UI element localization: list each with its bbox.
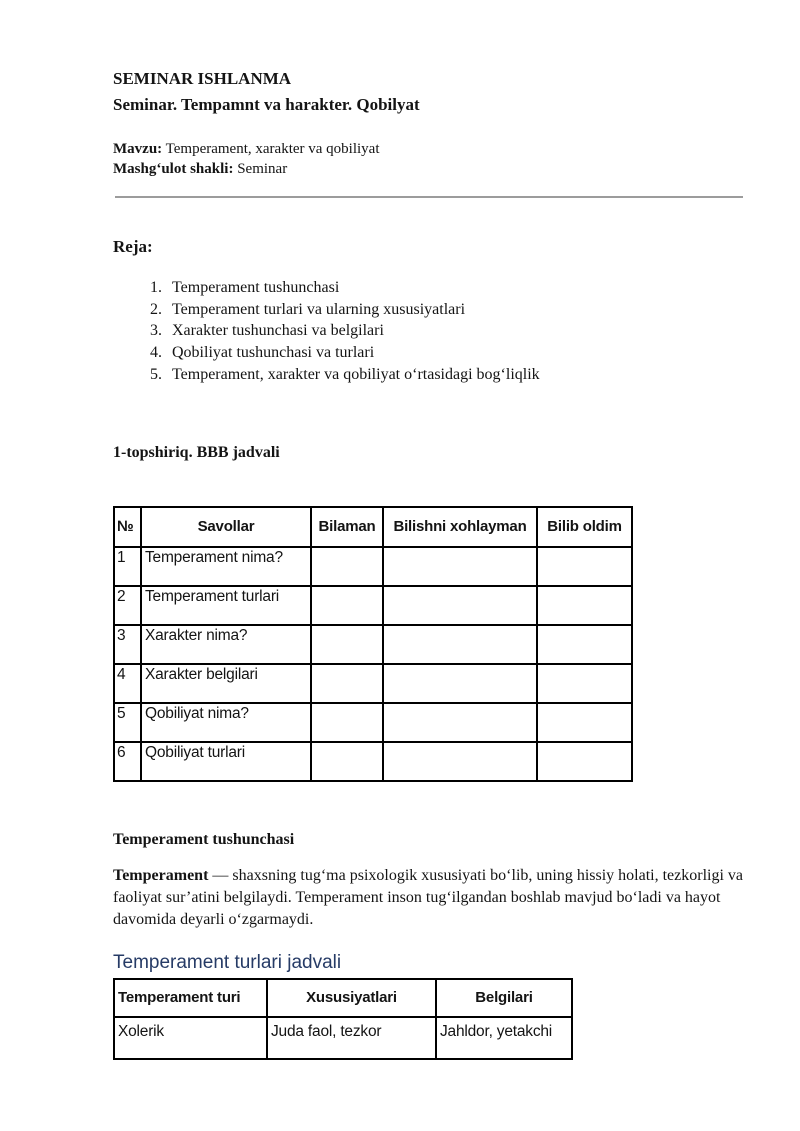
cell-xohlayman	[383, 547, 537, 586]
reja-heading: Reja:	[113, 237, 153, 256]
turlari-heading: Temperament turlari jadvali	[113, 951, 342, 973]
cell-bilaman	[311, 547, 383, 586]
turlari-header-xususiyatlari: Xususiyatlari	[267, 979, 436, 1017]
cell-turi: Xolerik	[114, 1017, 267, 1059]
paragraph-body: — shaxsning tug‘ma psixologik xususiyati bo‘lib, uning hissiy holati, tezkorligi va faoliyat sur’atini belgilaydi. Temperament inson tug‘ilgandan boshlab mavjud bo‘ladi va hayot davomida deyarli o‘zgarmaydi.	[113, 866, 744, 928]
row-question: Temperament turlari	[141, 586, 311, 625]
cell-xohlayman	[383, 703, 537, 742]
row-question: Qobiliyat turlari	[141, 742, 311, 781]
cell-xohlayman	[383, 586, 537, 625]
cell-belgilari: Jahldor, yetakchi	[436, 1017, 572, 1059]
meta-mavzu-label: Mavzu:	[113, 141, 163, 157]
cell-oldim	[537, 664, 632, 703]
bbb-header-bilaman: Bilaman	[311, 507, 383, 547]
turlari-header-belgilari: Belgilari	[436, 979, 572, 1017]
bbb-header-row	[114, 507, 632, 547]
row-num: 4	[114, 664, 141, 703]
cell-bilaman	[311, 703, 383, 742]
cell-bilaman	[311, 625, 383, 664]
paragraph-lead: Temperament	[113, 866, 209, 884]
reja-item-3: 3. Xarakter tushunchasi va belgilari	[166, 320, 745, 342]
cell-oldim	[537, 586, 632, 625]
temperament-paragraph	[113, 865, 745, 931]
table-row	[114, 664, 632, 703]
title-line-1: SEMINAR ISHLANMA	[113, 69, 292, 88]
row-question: Xarakter belgilari	[141, 664, 311, 703]
bbb-header-oldim: Bilib oldim	[537, 507, 632, 547]
temperament-heading: Temperament tushunchasi	[113, 830, 295, 848]
cell-xohlayman	[383, 664, 537, 703]
meta-shakl-value: Seminar	[233, 161, 288, 177]
table-row	[114, 703, 632, 742]
row-num: 5	[114, 703, 141, 742]
meta-shakl	[113, 159, 745, 179]
row-num: 3	[114, 625, 141, 664]
meta-mavzu	[113, 139, 745, 159]
meta-mavzu-value: Temperament, xarakter va qobiliyat	[162, 141, 380, 157]
turlari-table	[113, 978, 573, 1060]
table-row	[114, 742, 632, 781]
turlari-header-row	[114, 979, 572, 1017]
bbb-header-xohlayman: Bilishni xohlayman	[383, 507, 537, 547]
table-row	[114, 547, 632, 586]
reja-item-5: 5. Temperament, xarakter va qobiliyat o‘rtasidagi bog‘liqlik	[166, 364, 745, 386]
bbb-table	[113, 506, 633, 782]
reja-item-2: 2. Temperament turlari va ularning xususiyatlari	[166, 299, 745, 321]
reja-list	[113, 277, 745, 386]
bbb-header-savollar: Savollar	[141, 507, 311, 547]
row-num: 2	[114, 586, 141, 625]
meta-block	[113, 139, 745, 179]
document-content	[113, 0, 745, 1060]
reja-item-1: 1. Temperament tushunchasi	[166, 277, 745, 299]
cell-bilaman	[311, 742, 383, 781]
cell-oldim	[537, 547, 632, 586]
meta-shakl-label: Mashg‘ulot shakli:	[113, 161, 234, 177]
task1-heading: 1-topshiriq. BBB jadvali	[113, 443, 280, 461]
row-question: Xarakter nima?	[141, 625, 311, 664]
cell-bilaman	[311, 586, 383, 625]
row-question: Qobiliyat nima?	[141, 703, 311, 742]
cell-bilaman	[311, 664, 383, 703]
row-num: 6	[114, 742, 141, 781]
table-row	[114, 586, 632, 625]
document-title	[113, 0, 745, 118]
table-row	[114, 1017, 572, 1059]
title-line-2: Seminar. Tempamnt va harakter. Qobilyat	[113, 95, 420, 114]
cell-oldim	[537, 625, 632, 664]
reja-item-4: 4. Qobiliyat tushunchasi va turlari	[166, 342, 745, 364]
cell-oldim	[537, 703, 632, 742]
table-row	[114, 625, 632, 664]
turlari-header-turi: Temperament turi	[114, 979, 267, 1017]
cell-oldim	[537, 742, 632, 781]
cell-xohlayman	[383, 742, 537, 781]
row-num: 1	[114, 547, 141, 586]
bbb-header-num: №	[114, 507, 141, 547]
cell-xohlayman	[383, 625, 537, 664]
horizontal-rule	[115, 196, 743, 198]
cell-xususiyatlari: Juda faol, tezkor	[267, 1017, 436, 1059]
row-question: Temperament nima?	[141, 547, 311, 586]
